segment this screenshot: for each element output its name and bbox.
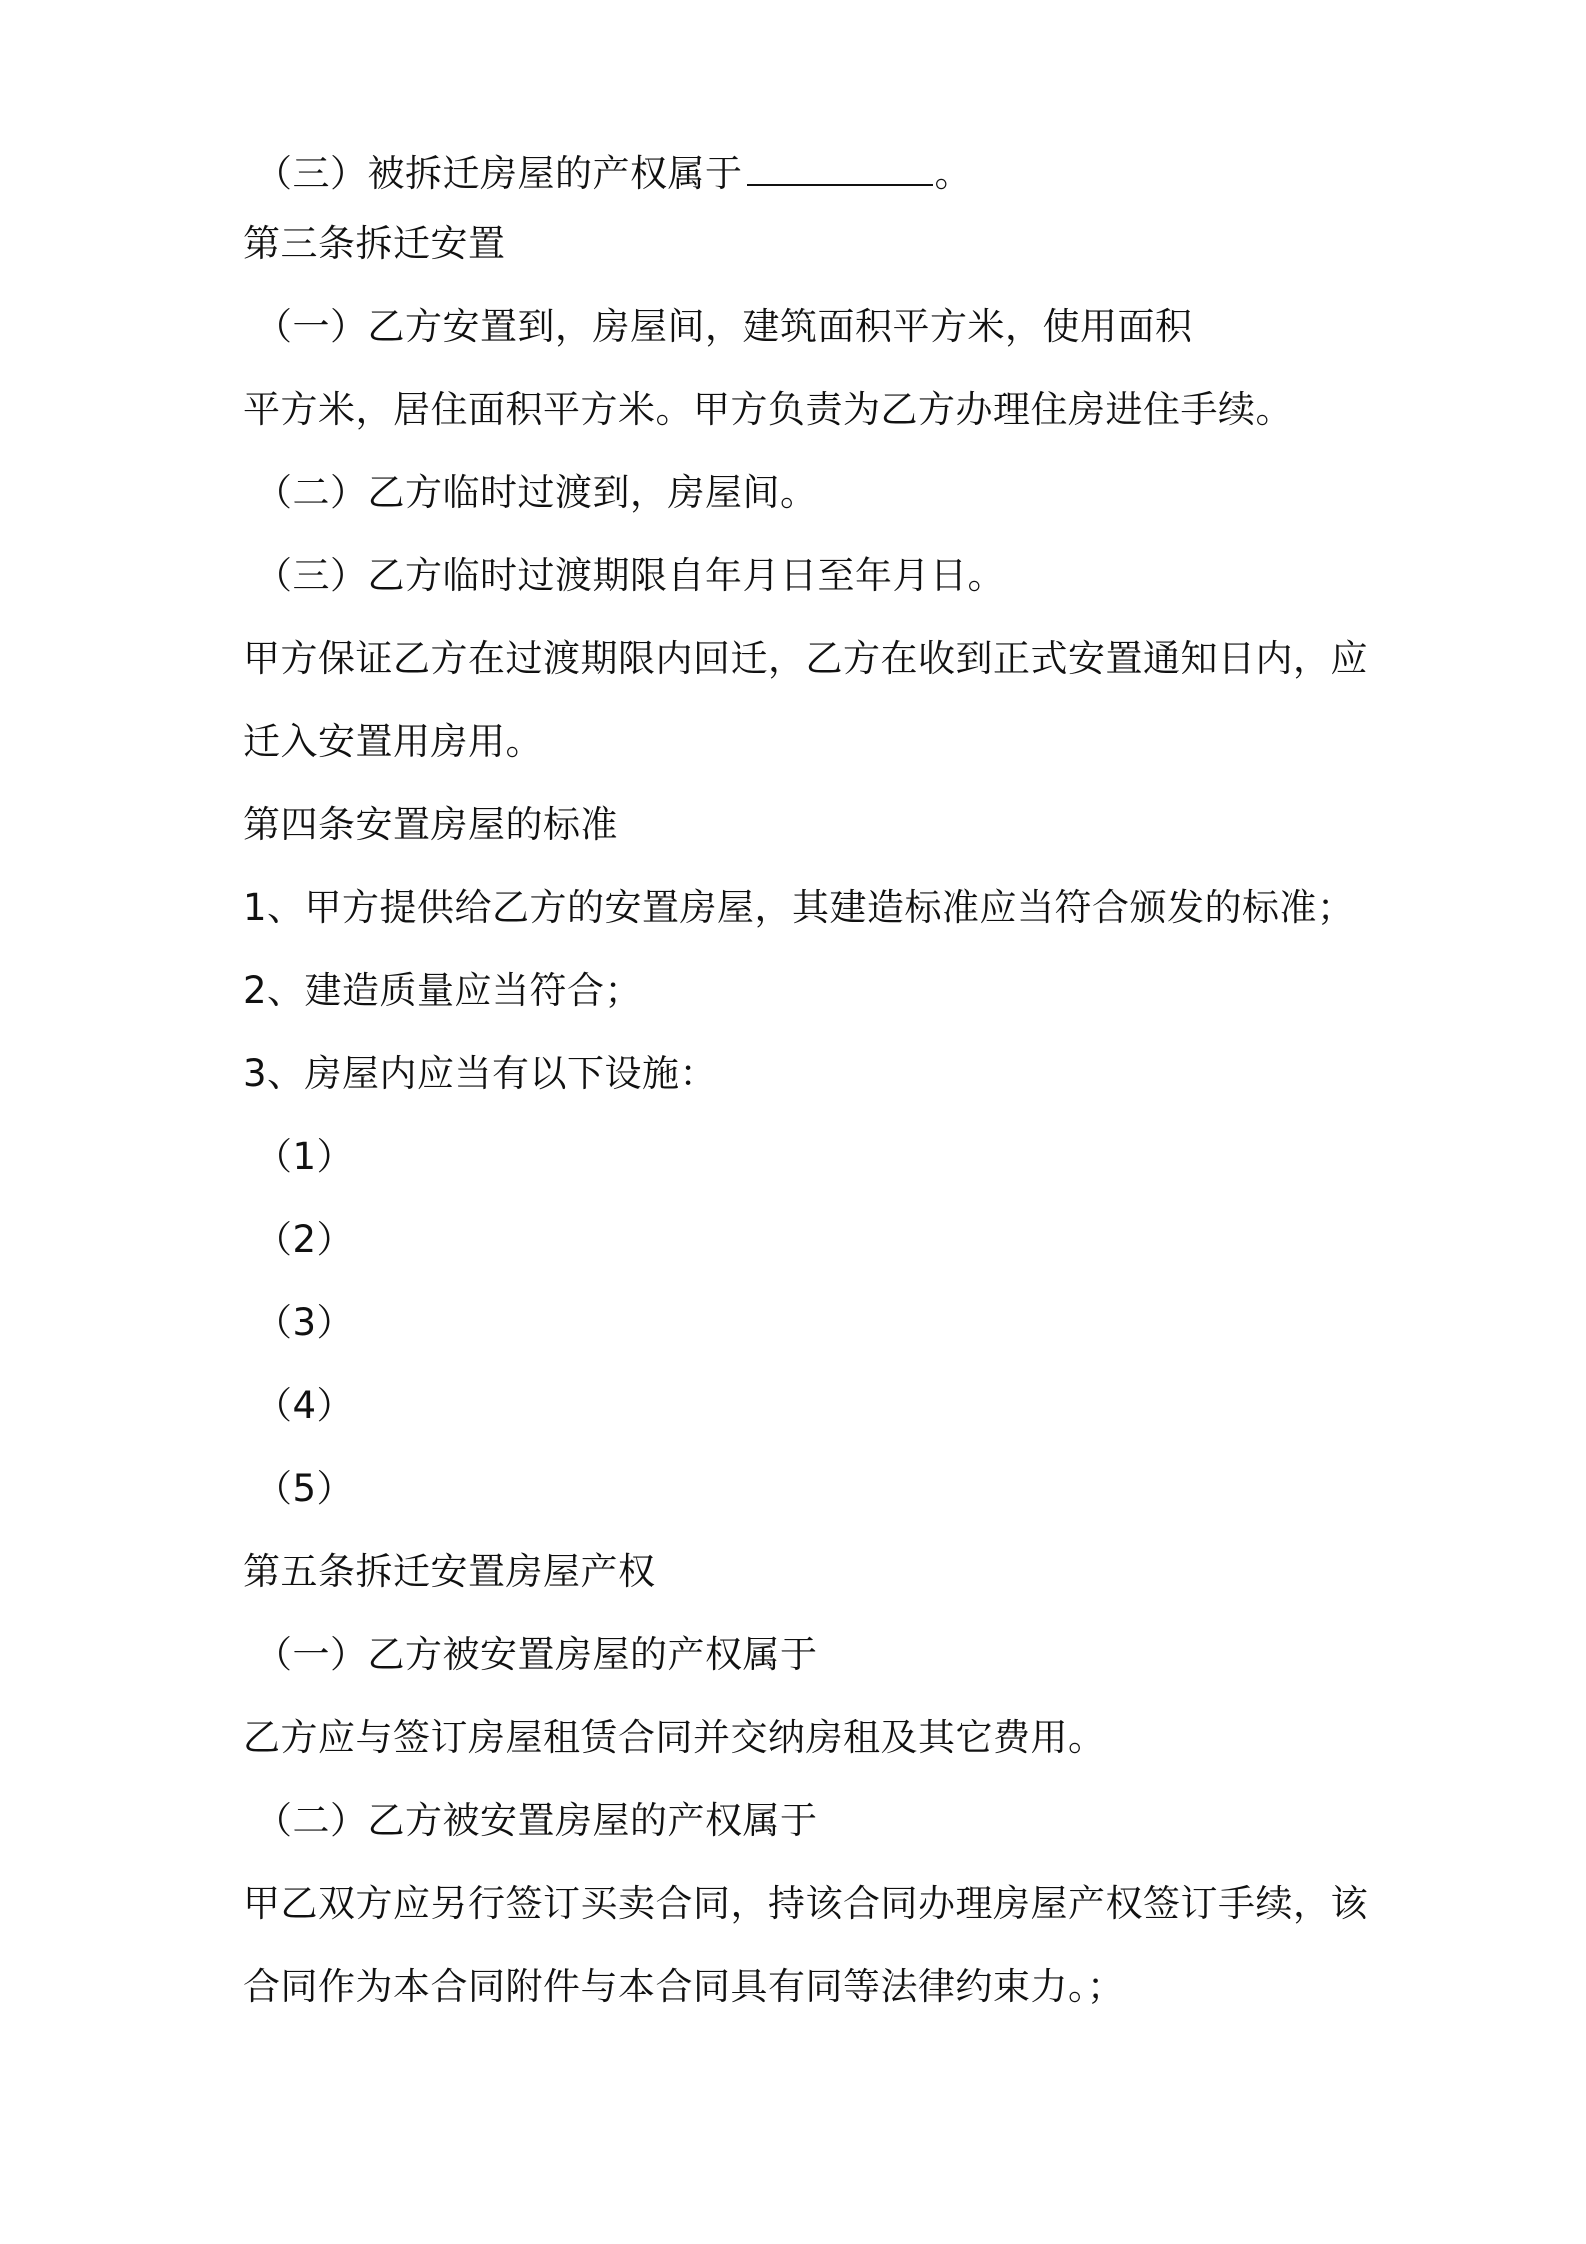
article-4-item-3: 3、房屋内应当有以下设施： bbox=[243, 1052, 718, 1095]
clause-3-3-ownership bbox=[255, 144, 1375, 197]
article-3-guarantee-continued: 迁入安置用房用。 bbox=[243, 720, 543, 763]
article-5-item-2-final: 合同作为本合同附件与本合同具有同等法律约束力。； bbox=[243, 1965, 1125, 2008]
article-5-item-1: （一）乙方被安置房屋的产权属于 bbox=[255, 1633, 818, 1676]
article-4-heading: 第四条安置房屋的标准 bbox=[243, 803, 618, 846]
article-3-heading: 第三条拆迁安置 bbox=[243, 222, 506, 265]
article-5-item-2-continued: 甲乙双方应另行签订买卖合同，持该合同办理房屋产权签订手续，该 bbox=[243, 1882, 1368, 1925]
clause-text-end: 。 bbox=[934, 152, 972, 195]
facility-item-3: （3） bbox=[255, 1301, 355, 1344]
article-3-guarantee: 甲方保证乙方在过渡期限内回迁，乙方在收到正式安置通知日内，应 bbox=[243, 637, 1368, 680]
article-3-item-2: （二）乙方临时过渡到，房屋间。 bbox=[255, 471, 818, 514]
article-5-item-1-continued: 乙方应与签订房屋租赁合同并交纳房租及其它费用。 bbox=[243, 1716, 1106, 1759]
facility-item-5: （5） bbox=[255, 1467, 355, 1510]
facility-item-2: （2） bbox=[255, 1218, 355, 1261]
article-4-item-2: 2、建造质量应当符合； bbox=[243, 969, 643, 1012]
article-5-item-2: （二）乙方被安置房屋的产权属于 bbox=[255, 1799, 818, 1842]
article-3-item-1: （一）乙方安置到，房屋间，建筑面积平方米，使用面积 bbox=[255, 305, 1193, 348]
fill-in-blank[interactable] bbox=[747, 144, 933, 186]
article-3-item-3: （三）乙方临时过渡期限自年月日至年月日。 bbox=[255, 554, 1005, 597]
clause-text: （三）被拆迁房屋的产权属于 bbox=[255, 152, 743, 195]
facility-item-4: （4） bbox=[255, 1384, 355, 1427]
article-5-heading: 第五条拆迁安置房屋产权 bbox=[243, 1550, 656, 1593]
facility-item-1: （1） bbox=[255, 1135, 355, 1178]
article-4-item-1: 1、甲方提供给乙方的安置房屋，其建造标准应当符合颁发的标准； bbox=[243, 886, 1355, 929]
article-3-item-1-continued: 平方米，居住面积平方米。甲方负责为乙方办理住房进住手续。 bbox=[243, 388, 1293, 431]
